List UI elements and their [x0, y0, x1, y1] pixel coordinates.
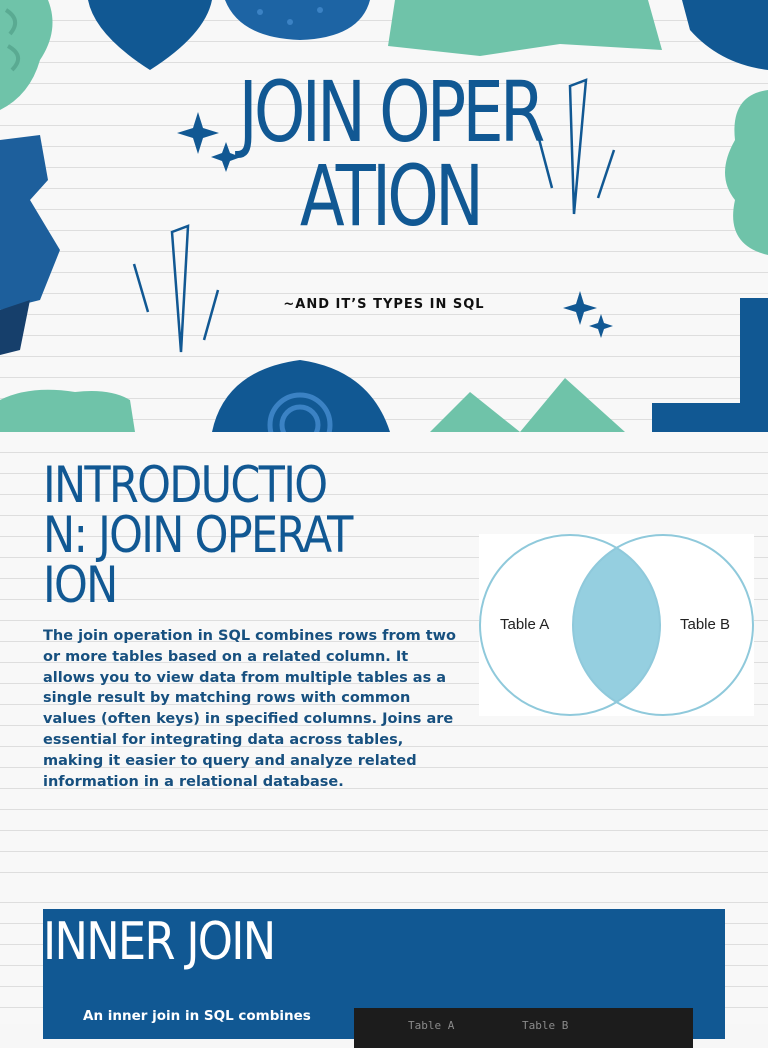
navy-bracket-right	[652, 298, 768, 432]
code-label-table-b: Table B	[522, 1019, 569, 1032]
teal-shape-bottom-left	[0, 390, 135, 432]
sparkle-icon-left-large	[177, 112, 219, 154]
teal-triangles-bottom	[430, 378, 625, 432]
intro-slide	[0, 432, 768, 882]
code-snippet-box	[354, 1008, 693, 1048]
inner-join-body: An inner join in SQL combines	[83, 1008, 311, 1024]
title-slide	[0, 0, 768, 432]
inner-join-panel	[43, 909, 725, 1039]
slide-subtitle: ~AND IT’S TYPES IN SQL	[283, 297, 485, 312]
sparkle-icon-right-small	[589, 314, 613, 338]
navy-corner-shape	[682, 0, 768, 70]
teal-blob-right	[725, 90, 768, 255]
blue-blocks-left	[0, 135, 60, 310]
slide-title: JOIN OPERATION	[238, 63, 542, 245]
intro-body: The join operation in SQL combines rows from two or more tables based on a related column. It allows you to view data from multiple tables as a single result by matching rows with common values (often keys) in specified columns. Joins are essential for integrating data across tables, making it easier to query and analyze related information in a relational database.	[43, 628, 457, 790]
inner-join-slide	[0, 882, 768, 1032]
blue-heart-shape	[88, 0, 212, 70]
blue-mound-shape	[225, 0, 370, 40]
venn-label-table-a: Table A	[500, 616, 550, 633]
inner-join-title: INNER JOIN	[43, 912, 275, 972]
intro-title: INTRODUCTION: JOIN OPERATION	[43, 456, 352, 614]
teal-blob-top-left	[0, 0, 53, 110]
venn-label-table-b: Table B	[680, 616, 731, 633]
code-label-table-a: Table A	[408, 1019, 455, 1032]
venn-diagram	[479, 534, 754, 716]
teal-trapezoid-shape	[388, 0, 662, 56]
